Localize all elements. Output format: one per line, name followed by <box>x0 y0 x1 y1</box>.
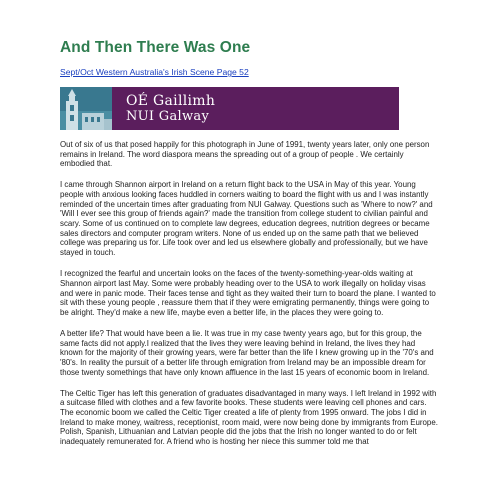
article-paragraph: I recognized the fearful and uncertain looks on the faces of the twenty-something-year-olds waiting at Shannon airport last May. Some were probably heading over to the USA to work illegally on holiday visas and were in panic mode. Their faces tense and tight as they waited their turn to board the plane. I wanted to sit with these young people , reassure them that if they were emigrating permanently, things were going to be alright. They'd make a new life, maybe even a better life, in the places they were going to. <box>60 269 436 317</box>
logo-banner <box>112 87 399 130</box>
tower-icon <box>60 87 112 130</box>
article-title: And Then There Was One <box>60 39 251 56</box>
nui-galway-logo <box>60 87 399 130</box>
article-body <box>60 140 440 458</box>
article-paragraph: Out of six of us that posed happily for this photograph in June of 1991, twenty years later, only one person remains in Ireland. The word diaspora means the spreading out of a group of people . We certainly embodied that. <box>60 140 430 169</box>
logo-english-name: NUI Galway <box>126 109 210 124</box>
article-paragraph: A better life? That would have been a lie. It was true in my case twenty years ago, but for this group, the same facts did not apply.I realized that the lives they were leaving behind in Ireland, the lives they had known for the majority of their growing years, were far better than the life I knew growing up in the '70's and '80's. In reality the pursuit of a better life through emigration from Ireland may be an impossible dream for those twenty somethings that have only known affluence in the last 15 years of economic boom in Ireland. <box>60 329 434 377</box>
article-paragraph: I came through Shannon airport in Ireland on a return flight back to the USA in May of this year. Young people with anxious looking faces huddled in corners waiting to board the flight with us and I was instantly reminded of the uncertain times after graduating from NUI Galway. Questions such as 'Where to now?' and 'Will I ever see this group of friends again?' made the transition from college student to civilian painful and scary. Some of us continued on to complete law degrees, education degrees, nutrition degrees or became sales directors and computer program writers. None of us ended up on the same path that we believed college was preparing us for. Life took over and led us elsewhere globally and professionally, but we have stayed in touch. <box>60 180 433 258</box>
university-tower-emblem <box>60 87 112 130</box>
source-link[interactable]: Sept/Oct Western Australia's Irish Scene Page 52 <box>60 67 249 77</box>
article-paragraph: The Celtic Tiger has left this generation of graduates disadvantaged in many ways. I left Ireland in 1992 with a suitcase filled with clothes and a few favorite books. These students were leaving cell phones and cars. The economic boom we called the Celtic Tiger created a life of plenty from 1995 onward. The jobs I did in Ireland to make money, waitress, receptionist, room maid, were now being done by immigrants from Europe. Polish, Spanish, Lithuanian and Latvian people did the jobs that the Irish no longer wanted to do or felt inadequately remunerated for. A friend who is hosting her niece this summer told me that <box>60 388 438 447</box>
logo-irish-name: OÉ Gaillimh <box>126 93 216 109</box>
